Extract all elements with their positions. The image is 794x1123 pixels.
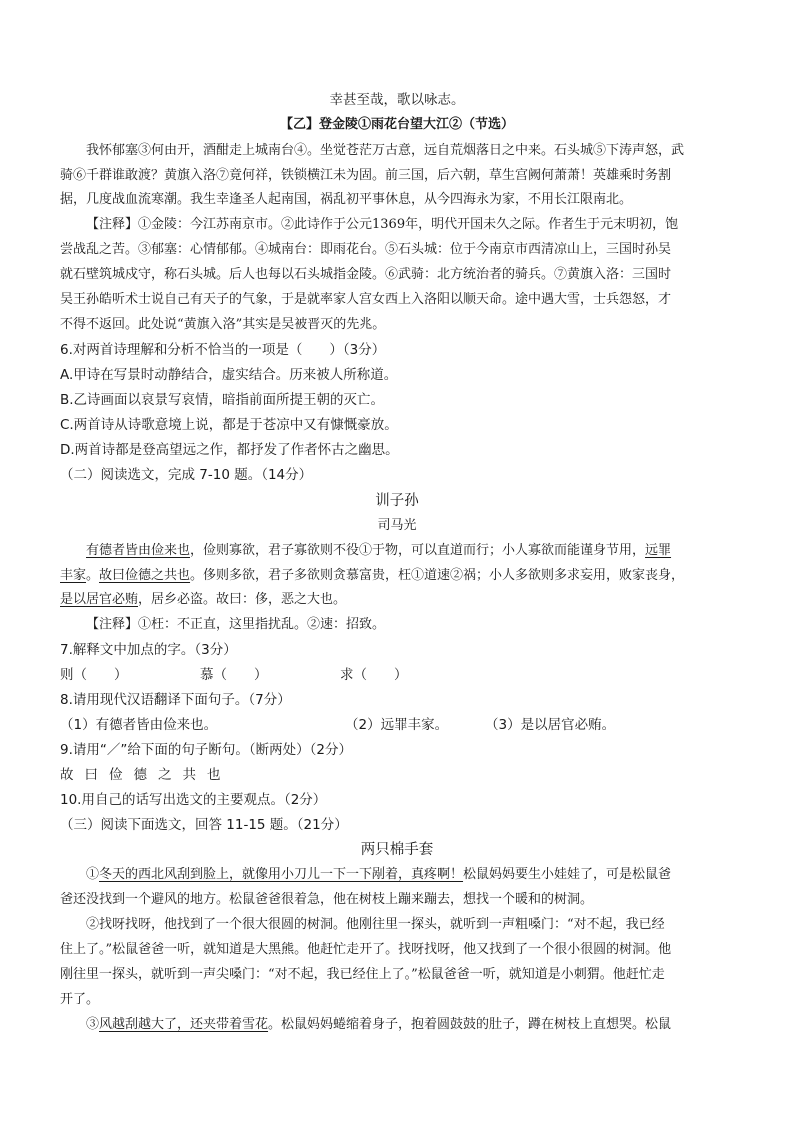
section3-p1-line-1: ①冬天的西北风刮到脸上，就像用小刀儿一下一下剐着，真疼啊！松鼠妈妈要生小娃娃了，可是松鼠爸 [86, 867, 672, 882]
underlined-sentence-2b: 丰家 [60, 568, 87, 583]
poem2-line-1: 我怀郁塞③何由开，酒酣走上城南台④。坐觉苍茫万古意，远自荒烟落日之中来。石头城⑤下涛声怒，武 [86, 143, 685, 158]
underlined-sentence-4: 是以居官必贿 [60, 592, 139, 607]
section3-p2-line-1: ②找呀找呀，他找到了一个很大很圆的树洞。他刚往里一探头，就听到一声粗嗓门：“对不起，我已经 [86, 917, 665, 932]
q6-option-a: A.甲诗在写景时动静结合，虚实结合。历来被人所称道。 [60, 367, 398, 383]
section3-p1-line-2: 爸还没找到一个避风的地方。松鼠爸爸很着急，他在树枝上蹦来蹦去，想找一个暖和的树洞。 [60, 892, 594, 907]
poem2-note-1: 【注释】①金陵：今江苏南京市。②此诗作于公元1369年，明代开国未久之际。作者生于元末明初，饱 [86, 217, 679, 232]
section2-header: （二）阅读选文，完成 7-10 题。（14分） [60, 467, 313, 483]
q7-item-mu: 慕（ ） [200, 667, 268, 683]
q8-stem: 8.请用现代汉语翻译下面句子。（7分） [60, 692, 291, 708]
poem2-note-4: 吴王孙皓听术士说自己有天子的气象，于是就率家人宫女西上入洛阳以顺天命。途中遇大雪，士兵怨怒，才 [60, 292, 672, 307]
section2-body-line-2: 丰家。故曰俭德之共也。侈则多欲，君子多欲则贪慕富贵，枉①道速②祸；小人多欲则多求妄用，败家丧身， [60, 568, 685, 583]
q6-stem: 6.对两首诗理解和分析不恰当的一项是（ ）（3分） [60, 342, 386, 358]
poem-end-line: 幸甚至哉，歌以咏志。 [329, 92, 465, 108]
underlined-sentence-p3: 风越刮越大了，还夹带着雪花 [99, 1017, 269, 1032]
underlined-sentence-1: 有德者皆由俭来也 [86, 543, 191, 558]
section3-title: 两只棉手套 [360, 842, 434, 858]
q8-items [60, 714, 734, 736]
poem2-note-2: 尝战乱之苦。③郁塞：心情郁郁。④城南台：即雨花台。⑤石头城：位于今南京市西清凉山上，三国时孙吴 [60, 242, 672, 257]
poem2-note-5: 不得不返回。此处说“黄旗入洛”其实是吴被晋灭的先兆。 [60, 317, 386, 332]
q8-item-1: （1）有德者皆由俭来也。 [60, 717, 218, 733]
poem2-note-3: 就石壁筑城戍守，称石头城。后人也每以石头城指金陵。⑥武骑：北方统治者的骑兵。⑦黄旗入洛：三国时 [60, 267, 672, 282]
q7-items [60, 664, 734, 686]
q7-stem: 7.解释文中加点的字。（3分） [60, 642, 237, 658]
section3-header: （三）阅读下面选文，回答 11-15 题。（21分） [60, 817, 348, 833]
section2-author: 司马光 [377, 518, 417, 533]
section3-p3-line-1: ③风越刮越大了，还夹带着雪花。松鼠妈妈蜷缩着身子，抱着圆鼓鼓的肚子，蹲在树枝上直想哭。松鼠 [86, 1017, 672, 1032]
section3-p2-line-2: 住上了。”松鼠爸爸一听，就知道是大黑熊。他赶忙走开了。找呀找呀，他又找到了一个很小很圆的树洞。他 [60, 942, 672, 957]
underlined-sentence-3: 故曰俭德之共也 [99, 568, 191, 583]
q8-item-2: （2）远罪丰家。 [345, 717, 449, 733]
q6-option-d: D.两首诗都是登高望远之作，都抒发了作者怀古之幽思。 [60, 442, 399, 458]
poem2-line-3: 据，几度战血流寒潮。我生幸逢圣人起南国，祸乱初平事休息，从今四海永为家，不用长江限南北。 [60, 192, 633, 207]
underlined-sentence-p1: 冬天的西北风刮到脸上，就像用小刀儿一下一下剐着，真疼啊！ [99, 867, 464, 882]
q9-stem: 9.请用“／”给下面的句子断句。（断两处）（2分） [60, 742, 352, 758]
q6-option-b: B.乙诗画面以哀景写哀情，暗指前面所提王朝的灭亡。 [60, 392, 385, 408]
section3-p2-line-4: 开了。 [60, 992, 100, 1007]
section2-note: 【注释】①枉：不正直，这里指扰乱。②速：招致。 [86, 617, 386, 632]
section3-p2-line-3: 刚往里一探头，就听到一声尖嗓门：“对不起，我已经住上了。”松鼠爸爸一听，就知道是小刺猬。他赶忙走 [60, 967, 665, 982]
q6-option-c: C.两首诗从诗歌意境上说，都是于苍凉中又有慷慨豪放。 [60, 417, 398, 433]
section2-title: 训子孙 [375, 493, 419, 509]
q7-item-qiu: 求（ ） [340, 667, 408, 683]
q10-stem: 10.用自己的话写出选文的主要观点。（2分） [60, 792, 327, 808]
section2-body-line-3: 是以居官必贿，居乡必盗。故曰：侈，恶之大也。 [60, 592, 347, 607]
poem2-line-2: 骑⑥千群谁敢渡？黄旗入洛⑦竟何祥，铁锁横江未为固。前三国，后六朝，草生宫阙何萧萧！英雄乘时务割 [60, 168, 672, 183]
underlined-sentence-2a: 远罪 [645, 543, 672, 558]
poem2-title: 【乙】登金陵①雨花台望大江②（节选） [279, 117, 514, 132]
q7-item-ze: 则（ ） [60, 667, 128, 683]
q8-item-3: （3）是以居官必贿。 [485, 717, 616, 733]
q9-sentence: 故曰俭德之共也 [60, 767, 232, 783]
section2-body-line-1: 有德者皆由俭来也，俭则寡欲，君子寡欲则不役①于物，可以直道而行；小人寡欲而能谨身节用，远罪 [86, 543, 672, 558]
